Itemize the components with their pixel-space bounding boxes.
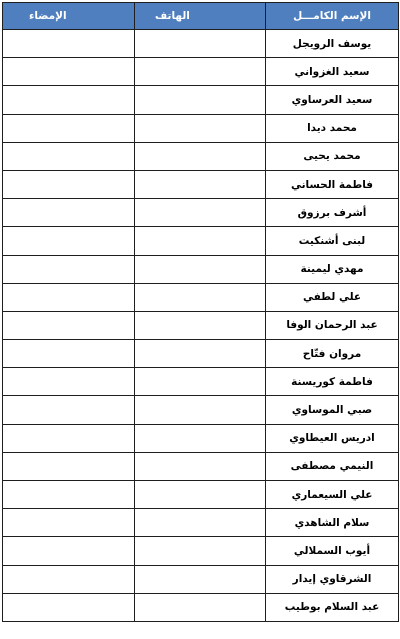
signature-cell[interactable]	[3, 283, 135, 311]
table-row	[3, 86, 399, 114]
table-row	[3, 58, 399, 86]
table-row	[3, 565, 399, 593]
phone-cell[interactable]	[135, 340, 266, 368]
table-row	[3, 396, 399, 424]
full-name-cell: سلام الشاهدي	[266, 509, 399, 537]
full-name-cell: فاطمة كوريسنة	[266, 368, 399, 396]
phone-cell[interactable]	[135, 227, 266, 255]
table-row	[3, 509, 399, 537]
phone-cell[interactable]	[135, 481, 266, 509]
signature-cell[interactable]	[3, 537, 135, 565]
signature-cell[interactable]	[3, 593, 135, 621]
full-name-cell: الشرقاوي إيدار	[266, 565, 399, 593]
header-row	[3, 3, 399, 30]
signature-cell[interactable]	[3, 114, 135, 142]
full-name-cell: محمد يحيى	[266, 142, 399, 170]
table-row	[3, 227, 399, 255]
signature-cell[interactable]	[3, 142, 135, 170]
signature-cell[interactable]	[3, 481, 135, 509]
signature-cell[interactable]	[3, 311, 135, 339]
phone-cell[interactable]	[135, 537, 266, 565]
phone-cell[interactable]	[135, 58, 266, 86]
full-name-cell: لبنى أشنكيت	[266, 227, 399, 255]
signature-cell[interactable]	[3, 368, 135, 396]
signature-cell[interactable]	[3, 396, 135, 424]
phone-cell[interactable]	[135, 170, 266, 198]
phone-cell[interactable]	[135, 565, 266, 593]
full-name-cell: النيمي مصطفى	[266, 452, 399, 480]
signature-cell[interactable]	[3, 170, 135, 198]
full-name-cell: علي لطفي	[266, 283, 399, 311]
full-name-cell: أشرف برزوق	[266, 199, 399, 227]
phone-cell[interactable]	[135, 593, 266, 621]
table-row	[3, 424, 399, 452]
signature-cell[interactable]	[3, 340, 135, 368]
table-row	[3, 199, 399, 227]
full-name-cell: عبد السلام بوطيب	[266, 593, 399, 621]
full-name-cell: أيوب السملالي	[266, 537, 399, 565]
table-body	[3, 30, 399, 622]
full-name-cell: يوسف الرويجل	[266, 30, 399, 58]
table-row	[3, 142, 399, 170]
table-row	[3, 368, 399, 396]
table-row	[3, 537, 399, 565]
phone-cell[interactable]	[135, 368, 266, 396]
phone-cell[interactable]	[135, 255, 266, 283]
table-row	[3, 255, 399, 283]
full-name-cell: مهدي ليمينة	[266, 255, 399, 283]
attendance-table	[2, 2, 399, 622]
full-name-cell: علي السيعماري	[266, 481, 399, 509]
table-row	[3, 452, 399, 480]
phone-cell[interactable]	[135, 424, 266, 452]
full-name-cell: مروان فتّاح	[266, 340, 399, 368]
header-phone: الهاتف	[135, 3, 266, 30]
table-row	[3, 30, 399, 58]
phone-cell[interactable]	[135, 199, 266, 227]
full-name-cell: عبد الرحمان الوفا	[266, 311, 399, 339]
phone-cell[interactable]	[135, 30, 266, 58]
full-name-cell: ادريس العيطاوي	[266, 424, 399, 452]
signature-cell[interactable]	[3, 86, 135, 114]
phone-cell[interactable]	[135, 452, 266, 480]
full-name-cell: محمد ديدا	[266, 114, 399, 142]
full-name-cell: سعيد العرساوي	[266, 86, 399, 114]
full-name-cell: صبي الموساوي	[266, 396, 399, 424]
phone-cell[interactable]	[135, 396, 266, 424]
table-row	[3, 481, 399, 509]
header-signature: الإمضاء	[3, 3, 135, 30]
phone-cell[interactable]	[135, 283, 266, 311]
phone-cell[interactable]	[135, 114, 266, 142]
signature-cell[interactable]	[3, 509, 135, 537]
table-row	[3, 340, 399, 368]
header-full-name: الإسم الكامـــل	[266, 3, 399, 30]
table-row	[3, 283, 399, 311]
signature-cell[interactable]	[3, 30, 135, 58]
phone-cell[interactable]	[135, 311, 266, 339]
signature-cell[interactable]	[3, 424, 135, 452]
table-row	[3, 170, 399, 198]
full-name-cell: فاطمة الحساني	[266, 170, 399, 198]
table-row	[3, 593, 399, 621]
signature-cell[interactable]	[3, 58, 135, 86]
signature-cell[interactable]	[3, 255, 135, 283]
phone-cell[interactable]	[135, 142, 266, 170]
signature-cell[interactable]	[3, 452, 135, 480]
phone-cell[interactable]	[135, 509, 266, 537]
signature-cell[interactable]	[3, 227, 135, 255]
signature-cell[interactable]	[3, 565, 135, 593]
phone-cell[interactable]	[135, 86, 266, 114]
full-name-cell: سعيد الغزواني	[266, 58, 399, 86]
table-row	[3, 311, 399, 339]
table-row	[3, 114, 399, 142]
table-header	[3, 3, 399, 30]
signature-cell[interactable]	[3, 199, 135, 227]
